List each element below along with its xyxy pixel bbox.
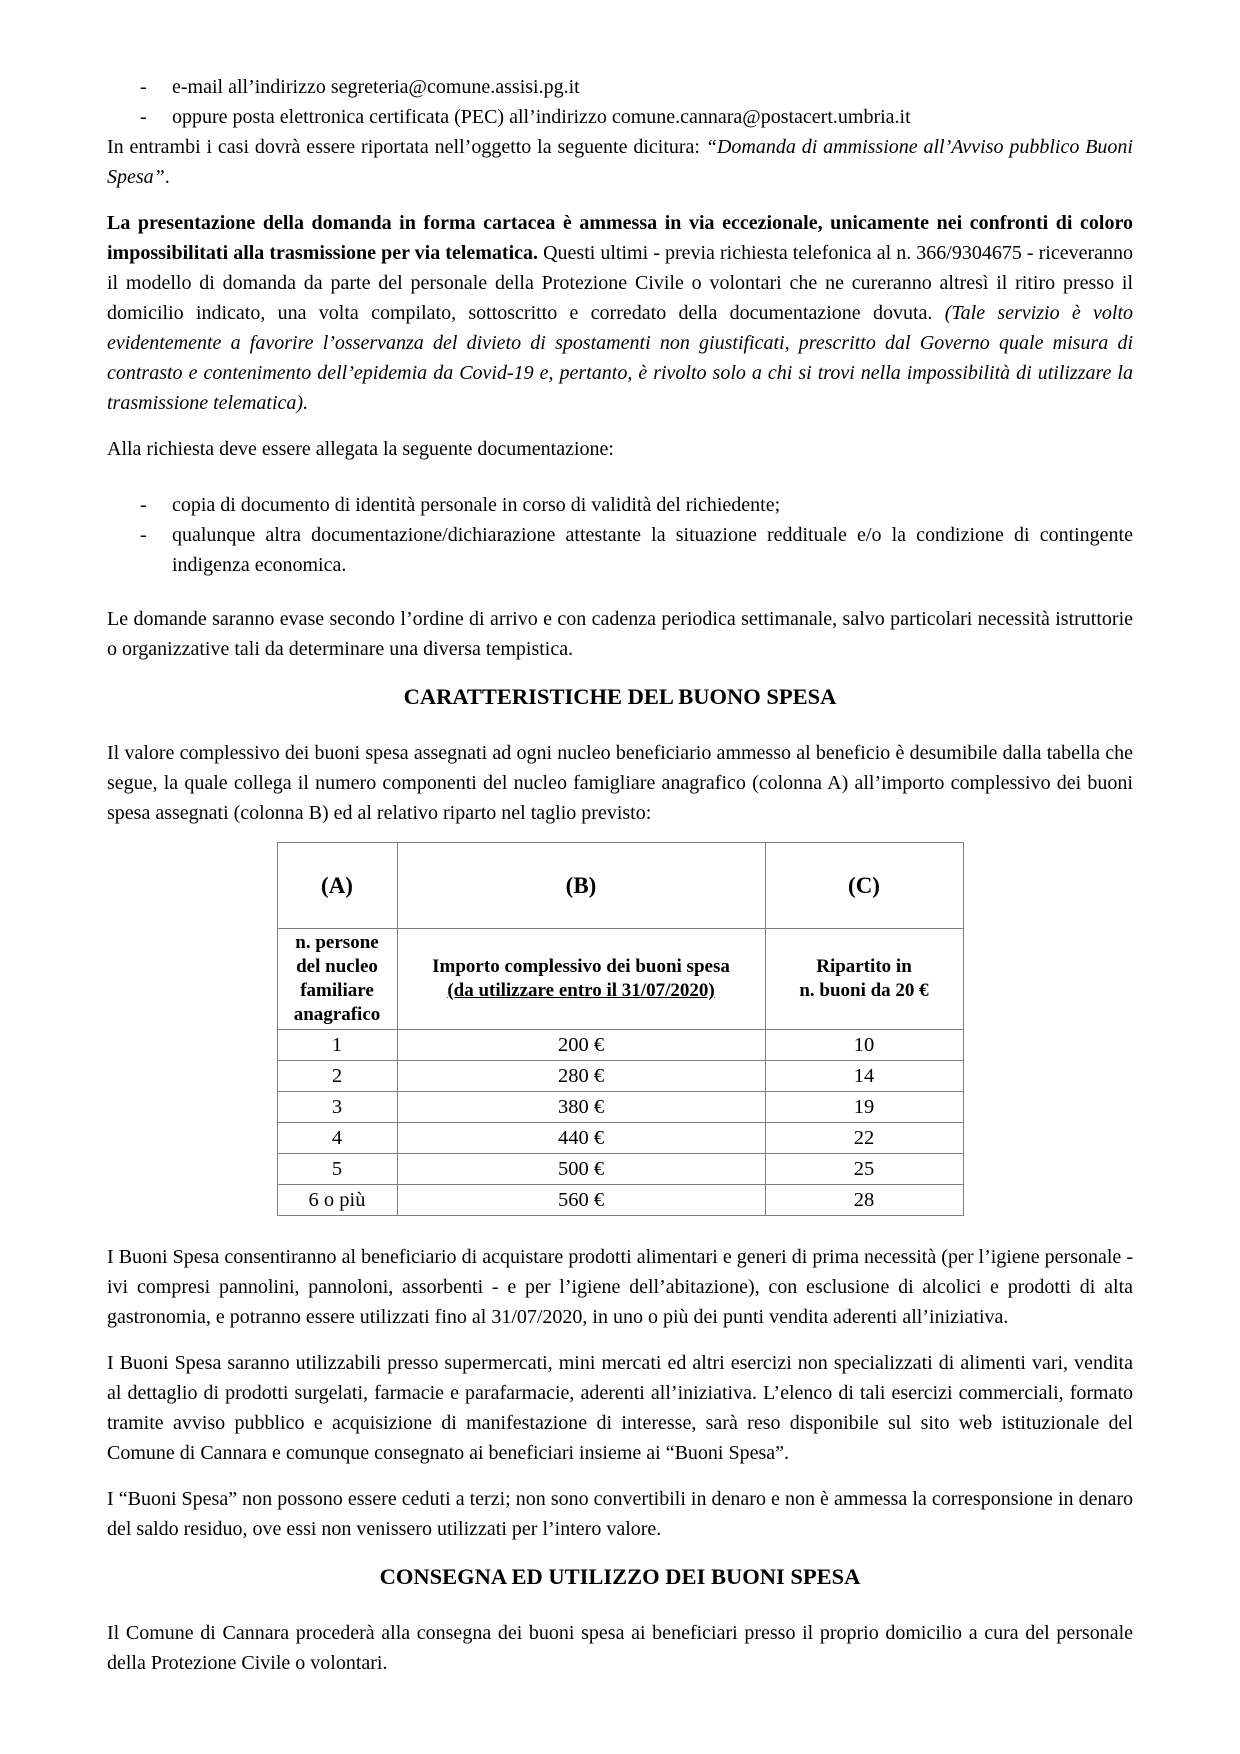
paragraph-valore-complessivo: Il valore complessivo dei buoni spesa assegnati ad ogni nucleo beneficiario ammesso al beneficio è desumibile dalla tabella che segue, la quale collega il numero componenti del nucleo famigliare anagrafico (colonna A) all’importo complessivo dei buoni spesa assegnati (colonna B) ed al relativo riparto nel taglio previsto: (107, 742, 1133, 824)
bullet-dash: - (140, 494, 147, 516)
cartacea-regular-run: Questi ultimi - previa richiesta telefonica al n. 366/9304675 - riceveranno il modello di domanda da parte del personale della Protezione Civile o volontari che ne cureranno altresì il ritiro presso il domicilio indicato, una volta compilato, sottoscritto e corredato della documentazione dovuta. (107, 242, 1133, 324)
cartacea-bold-run: La presentazione della domanda in forma cartacea è ammessa in via eccezionale, unicamente nei confronti di coloro impossibilitati alla trasmissione per via telematica. (107, 212, 1133, 264)
table-letter-row (277, 843, 963, 929)
bullet-dash: - (140, 106, 147, 128)
paragraph-buoni-esercizi: I Buoni Spesa saranno utilizzabili presso supermercati, mini mercati ed altri esercizi non specializzati di alimenti vari, vendita al dettaglio di prodotti surgelati, farmacie e parafarmacie, aderenti all’iniziativa. L’elenco di tali esercizi commerciali, formato tramite avviso pubblico e acquisizione di manifestazione di interesse, sarà reso disponibile sul sito web istituzionale del Comune di Cannara e comunque consegnato ai beneficiari insieme ai “Buoni Spesa”. (107, 1352, 1133, 1464)
col-letter-b: (B) (397, 843, 765, 929)
header-persone: n. persone del nucleo familiare anagrafico (277, 929, 397, 1030)
cell-buoni: 19 (765, 1092, 963, 1123)
list-item (107, 520, 1133, 580)
paragraph-domanda-cartacea (107, 208, 1133, 418)
section-heading-caratteristiche: CARATTERISTICHE DEL BUONO SPESA (403, 684, 837, 709)
paragraph-domande-evase: Le domande saranno evase secondo l’ordine di arrivo e con cadenza periodica settimanale, salvo particolari necessità istruttorie o organizzative tali da determinare una diversa tempistica. (107, 608, 1133, 660)
cell-persone: 5 (277, 1154, 397, 1185)
contact-email-text: e-mail all’indirizzo segreteria@comune.assisi.pg.it (172, 76, 580, 98)
header-ripartito (765, 929, 963, 1030)
cell-persone: 3 (277, 1092, 397, 1123)
oggetto-dicitura-italic: “Domanda di ammissione all’Avviso pubblico Buoni Spesa” (107, 136, 1133, 188)
cell-buoni: 14 (765, 1061, 963, 1092)
cell-buoni: 28 (765, 1185, 963, 1216)
contact-pec-text: oppure posta elettronica certificata (PEC) all’indirizzo comune.cannara@postacert.umbria.it (172, 106, 911, 128)
paragraph-buoni-uso: I Buoni Spesa consentiranno al beneficiario di acquistare prodotti alimentari e generi di prima necessità (per l’igiene personale - ivi compresi pannolini, pannoloni, assorbenti - e per l’igiene dell’abitazione), con esclusione di alcolici e prodotti di alta gastronomia, e potranno essere utilizzati fino al 31/07/2020, in uno o più dei punti vendita aderenti all’iniziativa. (107, 1246, 1133, 1328)
oggetto-text: In entrambi i casi dovrà essere riportata nell’oggetto la seguente dicitura: (107, 136, 706, 158)
header-importo (397, 929, 765, 1030)
cell-persone: 2 (277, 1061, 397, 1092)
documentazione-list (107, 490, 1133, 580)
cell-buoni: 10 (765, 1030, 963, 1061)
voucher-table (277, 842, 964, 1216)
cell-persone: 6 o più (277, 1185, 397, 1216)
cell-importo: 560 € (397, 1185, 765, 1216)
header-ripartito-line1: Ripartito in (816, 956, 912, 977)
cell-importo: 500 € (397, 1154, 765, 1185)
header-ripartito-line2: n. buoni da 20 € (799, 980, 929, 1001)
col-letter-a: (A) (277, 843, 397, 929)
oggetto-period: . (164, 166, 170, 188)
bullet-dash: - (140, 524, 147, 546)
table-header-row (277, 929, 963, 1030)
table-row (277, 1030, 963, 1061)
contact-methods-list (107, 72, 1133, 132)
paragraph-oggetto (107, 132, 1133, 192)
paragraph-consegna: Il Comune di Cannara procederà alla consegna dei buoni spesa ai beneficiari presso il proprio domicilio a cura del personale della Protezione Civile o volontari. (107, 1622, 1133, 1674)
col-letter-c: (C) (765, 843, 963, 929)
table-row (277, 1154, 963, 1185)
bullet-dash: - (140, 76, 147, 98)
list-item (107, 72, 1133, 102)
table-row (277, 1092, 963, 1123)
cell-importo: 280 € (397, 1061, 765, 1092)
cell-buoni: 25 (765, 1154, 963, 1185)
cartacea-italic-run: (Tale servizio è volto evidentemente a favorire l’osservanza del divieto di spostamenti non giustificati, prescritto dal Governo quale misura di contrasto e contenimento dell’epidemia da Covid-19 e, pertanto, è rivolto solo a chi si trovi nella impossibilità di utilizzare la trasmissione telematica). (107, 302, 1134, 414)
header-importo-line1: Importo complessivo dei buoni spesa (432, 956, 730, 977)
table-row (277, 1185, 963, 1216)
list-item (107, 490, 1133, 520)
allegato-reddito-text: qualunque altra documentazione/dichiarazione attestante la situazione reddituale e/o la condizione di contingente indigenza economica. (172, 524, 1133, 576)
header-importo-line2-underlined: (da utilizzare entro il 31/07/2020) (447, 980, 715, 1001)
table-row (277, 1123, 963, 1154)
paragraph-allegati-intro: Alla richiesta deve essere allegata la seguente documentazione: (107, 438, 614, 460)
section-heading-consegna: CONSEGNA ED UTILIZZO DEI BUONI SPESA (379, 1564, 861, 1589)
cell-importo: 200 € (397, 1030, 765, 1061)
cell-persone: 4 (277, 1123, 397, 1154)
allegato-identita-text: copia di documento di identità personale in corso di validità del richiedente; (172, 494, 781, 516)
cell-buoni: 22 (765, 1123, 963, 1154)
cell-importo: 440 € (397, 1123, 765, 1154)
list-item (107, 102, 1133, 132)
paragraph-buoni-divieti: I “Buoni Spesa” non possono essere ceduti a terzi; non sono convertibili in denaro e non è ammessa la corresponsione in denaro del saldo residuo, ove essi non venissero utilizzati per l’intero valore. (107, 1488, 1133, 1540)
cell-persone: 1 (277, 1030, 397, 1061)
cell-importo: 380 € (397, 1092, 765, 1123)
table-row (277, 1061, 963, 1092)
